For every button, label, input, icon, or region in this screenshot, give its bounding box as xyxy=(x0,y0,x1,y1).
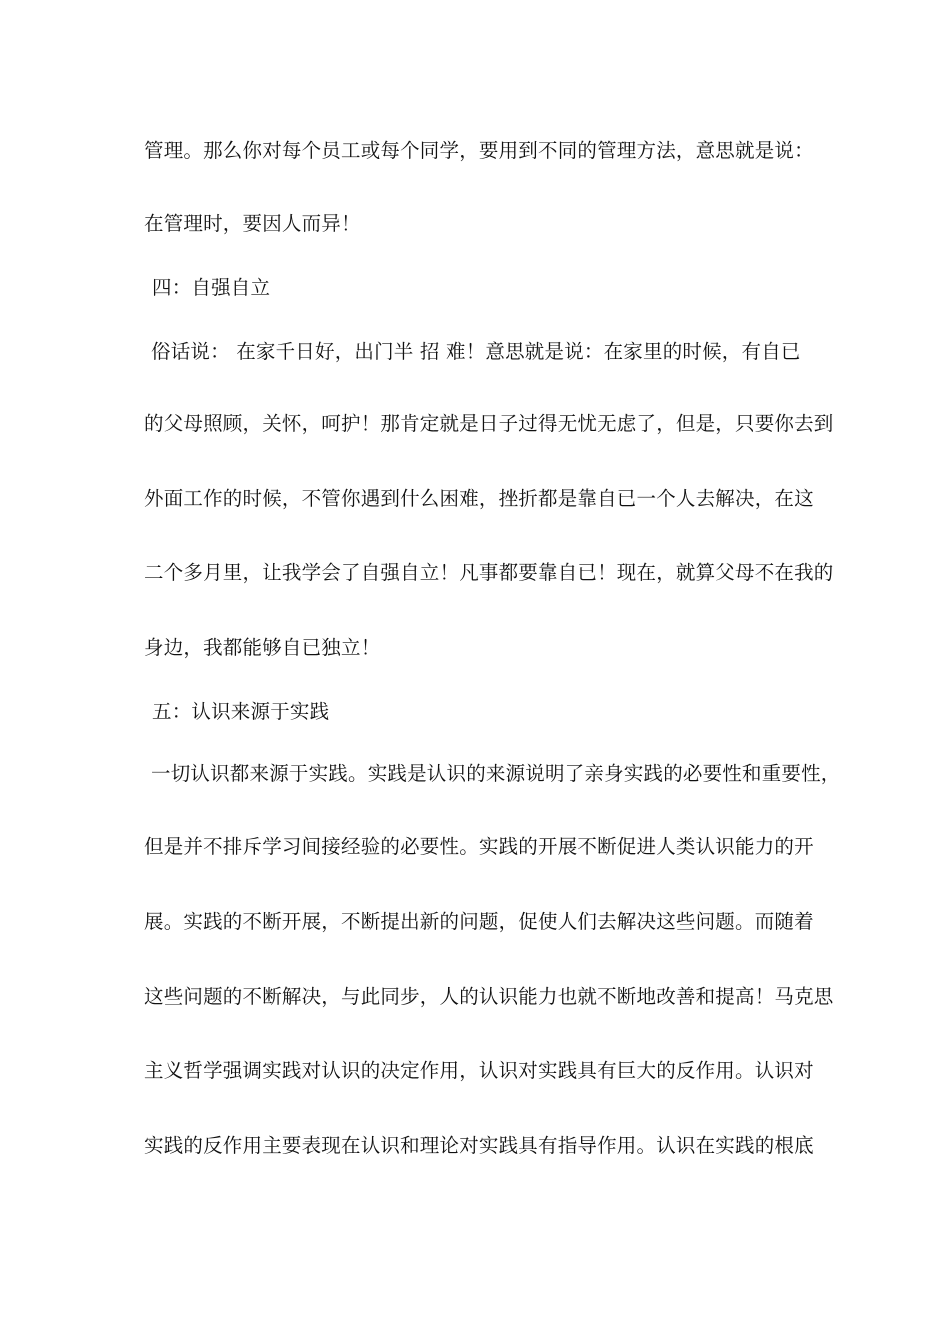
paragraph-line: 实践的反作用主要表现在认识和理论对实践具有指导作用。认识在实践的根底 xyxy=(144,1134,814,1157)
paragraph-line: 二个多月里，让我学会了自强自立！凡事都要靠自已！现在，就算父母不在我的 xyxy=(144,561,834,584)
paragraph-line: 这些问题的不断解决，与此同步，人的认识能力也就不断地改善和提高！马克思 xyxy=(144,985,834,1008)
paragraph-line: 外面工作的时候，不管你遇到什么困难，挫折都是靠自已一个人去解决，在这 xyxy=(144,487,814,510)
paragraph-line: 但是并不排斥学习间接经验的必要性。实践的开展不断促进人类认识能力的开 xyxy=(144,835,814,858)
paragraph-line: 的父母照顾，关怀，呵护！那肯定就是日子过得无忧无虑了，但是，只要你去到 xyxy=(144,412,834,435)
paragraph-line: 主义哲学强调实践对认识的决定作用，认识对实践具有巨大的反作用。认识对 xyxy=(144,1059,814,1082)
paragraph-line: 展。实践的不断开展，不断提出新的问题，促使人们去解决这些问题。而随着 xyxy=(144,910,814,933)
section-heading: 四：自强自立 xyxy=(152,276,271,299)
section-heading: 五：认识来源于实践 xyxy=(152,700,330,723)
paragraph-line: 管理。那么你对每个员工或每个同学，要用到不同的管理方法，意思就是说： xyxy=(144,139,814,162)
paragraph-line: 一切认识都来源于实践。实践是认识的来源说明了亲身实践的必要性和重要性， xyxy=(151,762,841,785)
paragraph-line: 在管理时，要因人而异！ xyxy=(144,212,361,235)
paragraph-line: 身边，我都能够自已独立！ xyxy=(144,636,381,659)
paragraph-line: 俗话说： 在家千日好，出门半 招 难！意思就是说：在家里的时候，有自已 xyxy=(151,340,801,363)
